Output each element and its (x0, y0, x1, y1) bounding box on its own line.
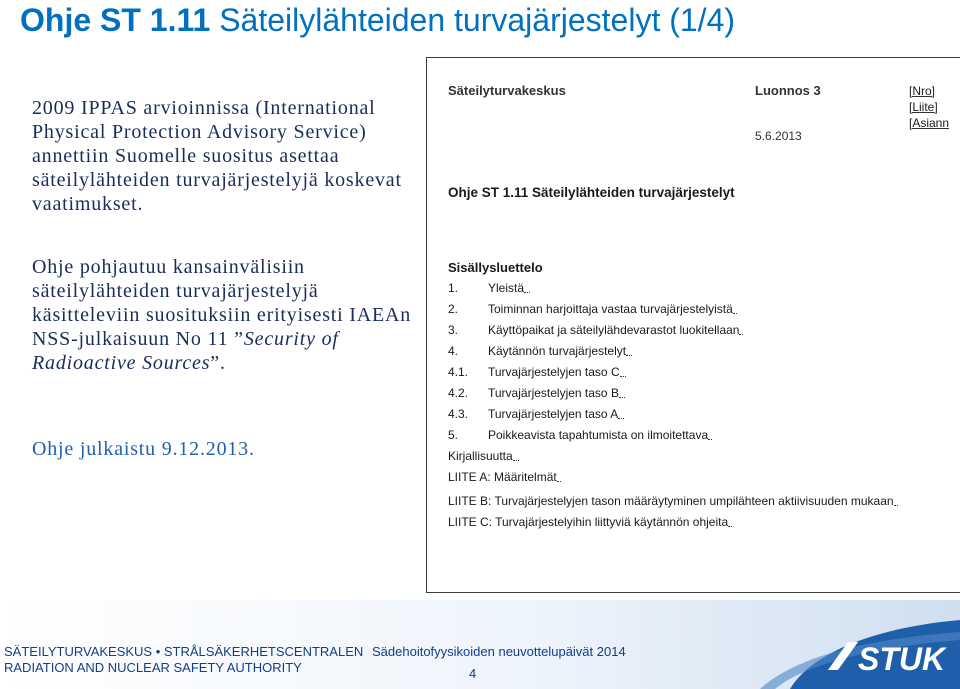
toc-item-text: Turvajärjestelyjen taso A (488, 407, 619, 421)
toc-item (448, 322, 938, 343)
toc-heading: Sisällysluettelo (448, 260, 543, 275)
paragraph-basis-italic: Security of Radioactive Sources (32, 328, 339, 374)
toc-item-number: 3. (448, 323, 459, 337)
toc-leader (557, 469, 561, 482)
document-title: Ohje ST 1.11 Säteilylähteiden turvajärjestelyt (448, 185, 735, 200)
toc-item-text: LIITE B: Turvajärjestelyjen tason määräytyminen umpilähteen aktiivisuuden mukaan (448, 494, 894, 508)
toc-item-text: Käyttöpaikat ja säteilylähdevarastot luokitellaan (488, 323, 740, 337)
toc-item-number: 4. (448, 344, 459, 358)
toc-item-text: LIITE A: Määritelmät (448, 470, 557, 484)
toc-leader (708, 427, 712, 440)
paragraph-basis-end: ”. (210, 352, 226, 374)
toc-leader (524, 280, 530, 293)
toc-item-text: Poikkeavista tapahtumista on ilmoitettava (488, 428, 709, 442)
footer-banner (0, 600, 960, 689)
toc-item-number: 4.1. (448, 365, 469, 379)
toc-item (448, 427, 938, 448)
toc-leader (739, 322, 743, 335)
paragraph-basis (32, 255, 422, 375)
slide-title-bold: Ohje ST 1.11 (20, 2, 211, 38)
toc-item (448, 514, 938, 535)
footer-org-line1: SÄTEILYTURVAKESKUS • STRÅLSÄKERHETSCENTRALEN (4, 644, 364, 659)
toc-leader (620, 364, 626, 377)
document-org: Säteilyturvakeskus (448, 83, 566, 98)
toc-item-number: 4.2. (448, 386, 469, 400)
toc-item-text: Turvajärjestelyjen taso B (488, 386, 619, 400)
document-ref (909, 83, 949, 131)
toc-item (448, 493, 938, 514)
toc-leader (513, 448, 519, 461)
stuk-logo-text: STUK (858, 641, 946, 677)
toc-item (448, 406, 938, 427)
document-draft: Luonnos 3 (755, 83, 821, 98)
toc-item (448, 385, 938, 406)
slide-title-counter: (1/4) (660, 2, 736, 38)
document-ref-line: [Liite] (909, 100, 938, 114)
toc-item (448, 448, 938, 469)
document-ref-line: [Asiann (909, 116, 950, 130)
toc-leader (618, 406, 624, 419)
toc-item-text: Kirjallisuutta (448, 449, 513, 463)
toc-leader (626, 343, 632, 356)
toc-item (448, 301, 938, 322)
document-date: 5.6.2013 (755, 129, 802, 143)
toc-item-number: 5. (448, 428, 459, 442)
toc-item-text: Turvajärjestelyjen taso C (488, 365, 620, 379)
toc-item (448, 343, 938, 364)
footer-org-line2: RADIATION AND NUCLEAR SAFETY AUTHORITY (4, 660, 302, 675)
paragraph-published: Ohje julkaistu 9.12.2013. (32, 438, 255, 460)
toc-item-text: Yleistä (488, 281, 525, 295)
toc-item (448, 280, 938, 301)
toc-item (448, 469, 938, 490)
toc-item (448, 364, 938, 385)
toc-leader (619, 385, 625, 398)
toc-item-number: 4.3. (448, 407, 469, 421)
slide-title-rest: Säteilylähteiden turvajärjestelyt (210, 2, 661, 38)
toc-leader (733, 301, 737, 314)
document-preview (426, 57, 960, 593)
paragraph-basis-start: Ohje pohjautuu kansainvälisiin säteilylähteiden turvajärjestelyjä käsitteleviin suosituksiin erityisesti IAEAn NSS-julkaisuun No 11 ” (32, 256, 412, 350)
toc-item-number: 2. (448, 302, 459, 316)
footer-event: Sädehoitofyysikoiden neuvottelupäivät 2014 (372, 644, 626, 659)
toc-item-text: LIITE C: Turvajärjestelyihin liittyviä käytännön ohjeita (448, 515, 729, 529)
toc-item-text: Käytännön turvajärjestelyt (488, 344, 627, 358)
toc-list (448, 280, 938, 535)
toc-leader (894, 493, 898, 506)
toc-leader (728, 514, 732, 527)
toc-item-number: 1. (448, 281, 459, 295)
paragraph-ippas: 2009 IPPAS arvioinnissa (International Physical Protection Advisory Service) annettiin Suomelle suositus asettaa säteilylähteiden turvajärjestelyjä koskevat vaatimukset. (32, 97, 402, 215)
footer-page-number: 4 (469, 666, 477, 681)
toc-item-text: Toiminnan harjoittaja vastaa turvajärjestelyistä (488, 302, 733, 316)
document-ref-line: [Nro] (909, 84, 936, 98)
slide-title (20, 2, 735, 39)
